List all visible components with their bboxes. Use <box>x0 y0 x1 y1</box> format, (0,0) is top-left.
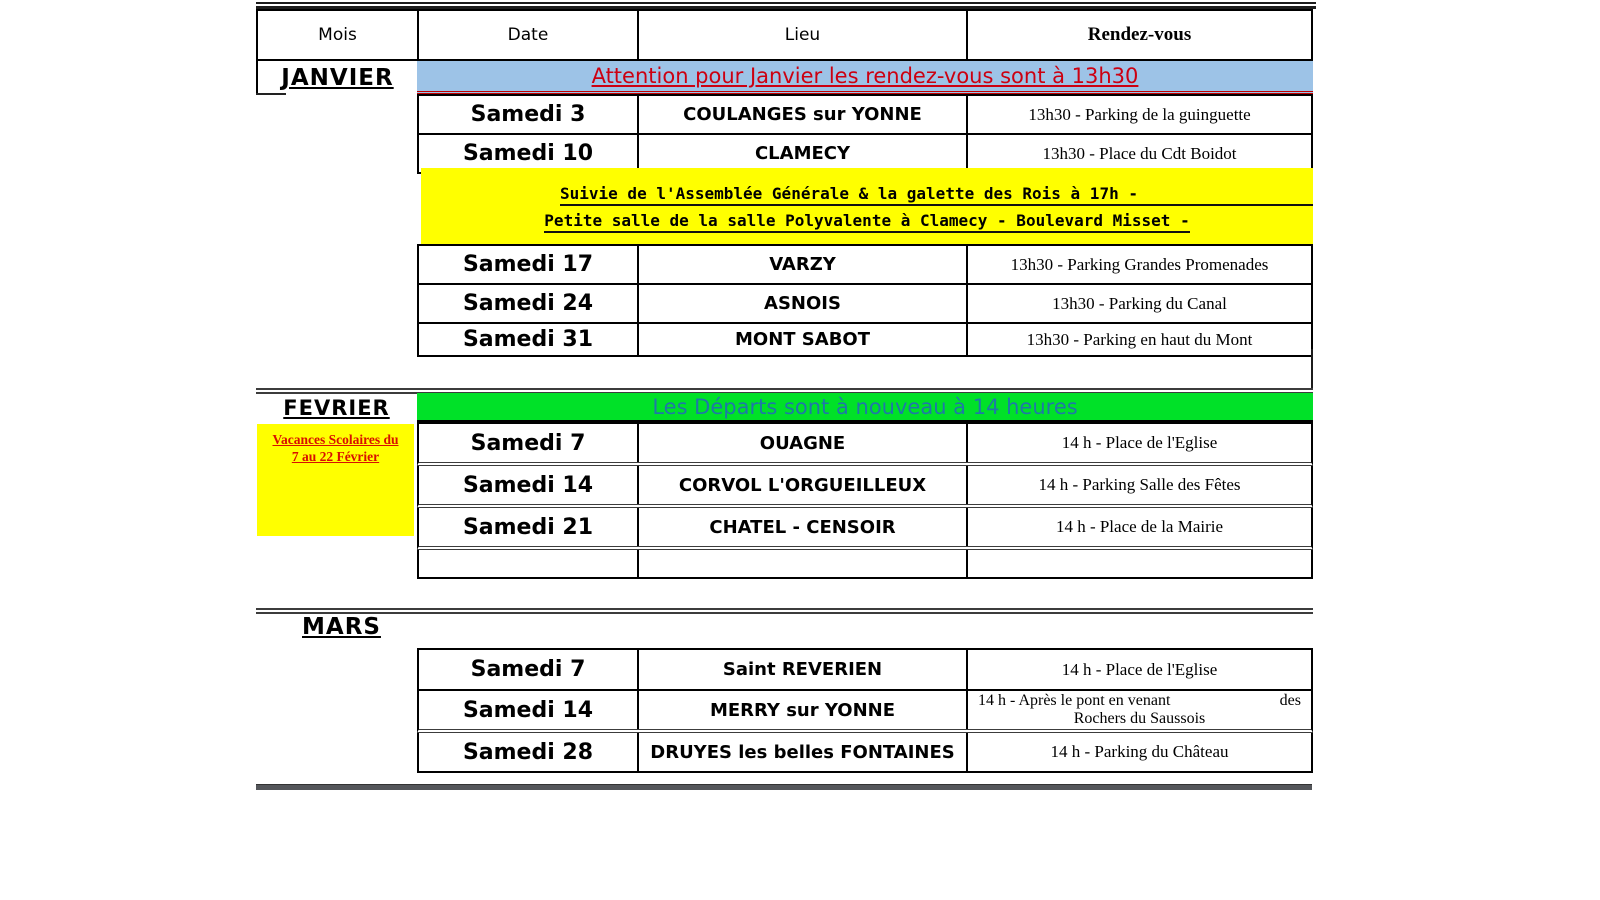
table-row <box>417 244 1313 285</box>
table-header-row <box>256 9 1313 61</box>
table-row <box>417 94 1313 135</box>
lieu-cell: ASNOIS <box>637 285 966 322</box>
bottom-rule <box>256 784 1312 790</box>
lieu-cell: VARZY <box>637 246 966 283</box>
lieu-cell: Saint REVERIEN <box>637 650 966 689</box>
table-row <box>417 422 1313 466</box>
rdv-cell: 13h30 - Place du Cdt Boidot <box>966 135 1311 172</box>
header-mois: Mois <box>318 25 357 45</box>
lieu-cell: CORVOL L'ORGUEILLEUX <box>637 466 966 504</box>
right-border-segment <box>1311 349 1313 388</box>
january-note-banner <box>421 168 1313 244</box>
header-lieu: Lieu <box>637 11 966 59</box>
table-row <box>417 733 1313 773</box>
table-row <box>417 508 1313 550</box>
table-row <box>417 324 1313 357</box>
rdv-cell: 14 h - Place de l'Eglise <box>966 424 1311 462</box>
date-cell: Samedi 14 <box>462 697 594 723</box>
date-cell: Samedi 10 <box>462 141 594 166</box>
header-date: Date <box>417 11 637 59</box>
rdv-cell: 14 h - Parking Salle des Fêtes <box>966 466 1311 504</box>
janvier-cell-tick <box>256 93 286 95</box>
section-separator <box>256 608 1313 614</box>
rdv-cell: 14 h - Place de l'Eglise <box>966 650 1311 689</box>
rdv-line-2: Rochers du Saussois <box>1073 710 1206 727</box>
month-label-mars: MARS <box>302 614 381 640</box>
rdv-cell <box>966 691 1311 729</box>
month-label-janvier: JANVIER <box>256 61 417 94</box>
lieu-cell: DRUYES les belles FONTAINES <box>637 733 966 771</box>
date-cell: Samedi 7 <box>470 657 586 682</box>
rdv-cell: 13h30 - Parking de la guinguette <box>966 96 1311 133</box>
empty-rdv-cell <box>966 550 1311 577</box>
rdv-cell: 14 h - Parking du Château <box>966 733 1311 771</box>
date-cell: Samedi 24 <box>462 291 594 316</box>
rdv-cell: 13h30 - Parking du Canal <box>966 285 1311 322</box>
lieu-cell: OUAGNE <box>637 424 966 462</box>
table-row <box>417 285 1313 324</box>
march-rows <box>417 648 1313 773</box>
empty-date-cell <box>419 550 637 577</box>
date-cell: Samedi 17 <box>462 252 594 277</box>
note-line-2: Petite salle de la salle Polyvalente à Clamecy - Boulevard Misset - <box>421 211 1313 230</box>
lieu-cell: COULANGES sur YONNE <box>637 96 966 133</box>
date-cell: Samedi 28 <box>462 739 594 765</box>
lieu-cell: CLAMECY <box>637 135 966 172</box>
rdv-cell: 13h30 - Parking en haut du Mont <box>966 324 1311 355</box>
january-alert-banner: Attention pour Janvier les rendez-vous sont à 13h30 <box>417 61 1313 94</box>
note-line-1: Suivie de l'Assemblée Générale & la galette des Rois à 17h - <box>560 184 1313 206</box>
empty-lieu-cell <box>637 550 966 577</box>
date-cell: Samedi 7 <box>470 430 586 456</box>
lieu-cell: MERRY sur YONNE <box>637 691 966 729</box>
february-rows <box>417 422 1313 579</box>
lieu-cell: CHATEL - CENSOIR <box>637 508 966 546</box>
february-departure-banner: Les Départs sont à nouveau à 14 heures <box>417 393 1313 422</box>
empty-table-row <box>417 550 1313 579</box>
date-cell: Samedi 3 <box>470 102 586 127</box>
january-rows-top <box>417 94 1313 174</box>
date-cell: Samedi 14 <box>462 472 594 498</box>
table-row <box>417 466 1313 508</box>
top-rule-thin <box>256 2 1316 4</box>
table-row <box>417 648 1313 691</box>
lieu-cell: MONT SABOT <box>637 324 966 355</box>
date-cell: Samedi 21 <box>462 514 594 540</box>
table-row <box>417 691 1313 733</box>
rdv-cell: 13h30 - Parking Grandes Promenades <box>966 246 1311 283</box>
rdv-line-1: 14 h - Après le pont en venant des <box>978 692 1301 709</box>
january-rows-bottom <box>417 244 1313 357</box>
february-vacances-note: Vacances Scolaires du 7 au 22 Février <box>257 424 414 536</box>
header-rendez-vous: Rendez-vous <box>966 11 1311 59</box>
month-label-fevrier: FEVRIER <box>283 395 390 420</box>
rdv-cell: 14 h - Place de la Mairie <box>966 508 1311 546</box>
date-cell: Samedi 31 <box>462 327 594 352</box>
